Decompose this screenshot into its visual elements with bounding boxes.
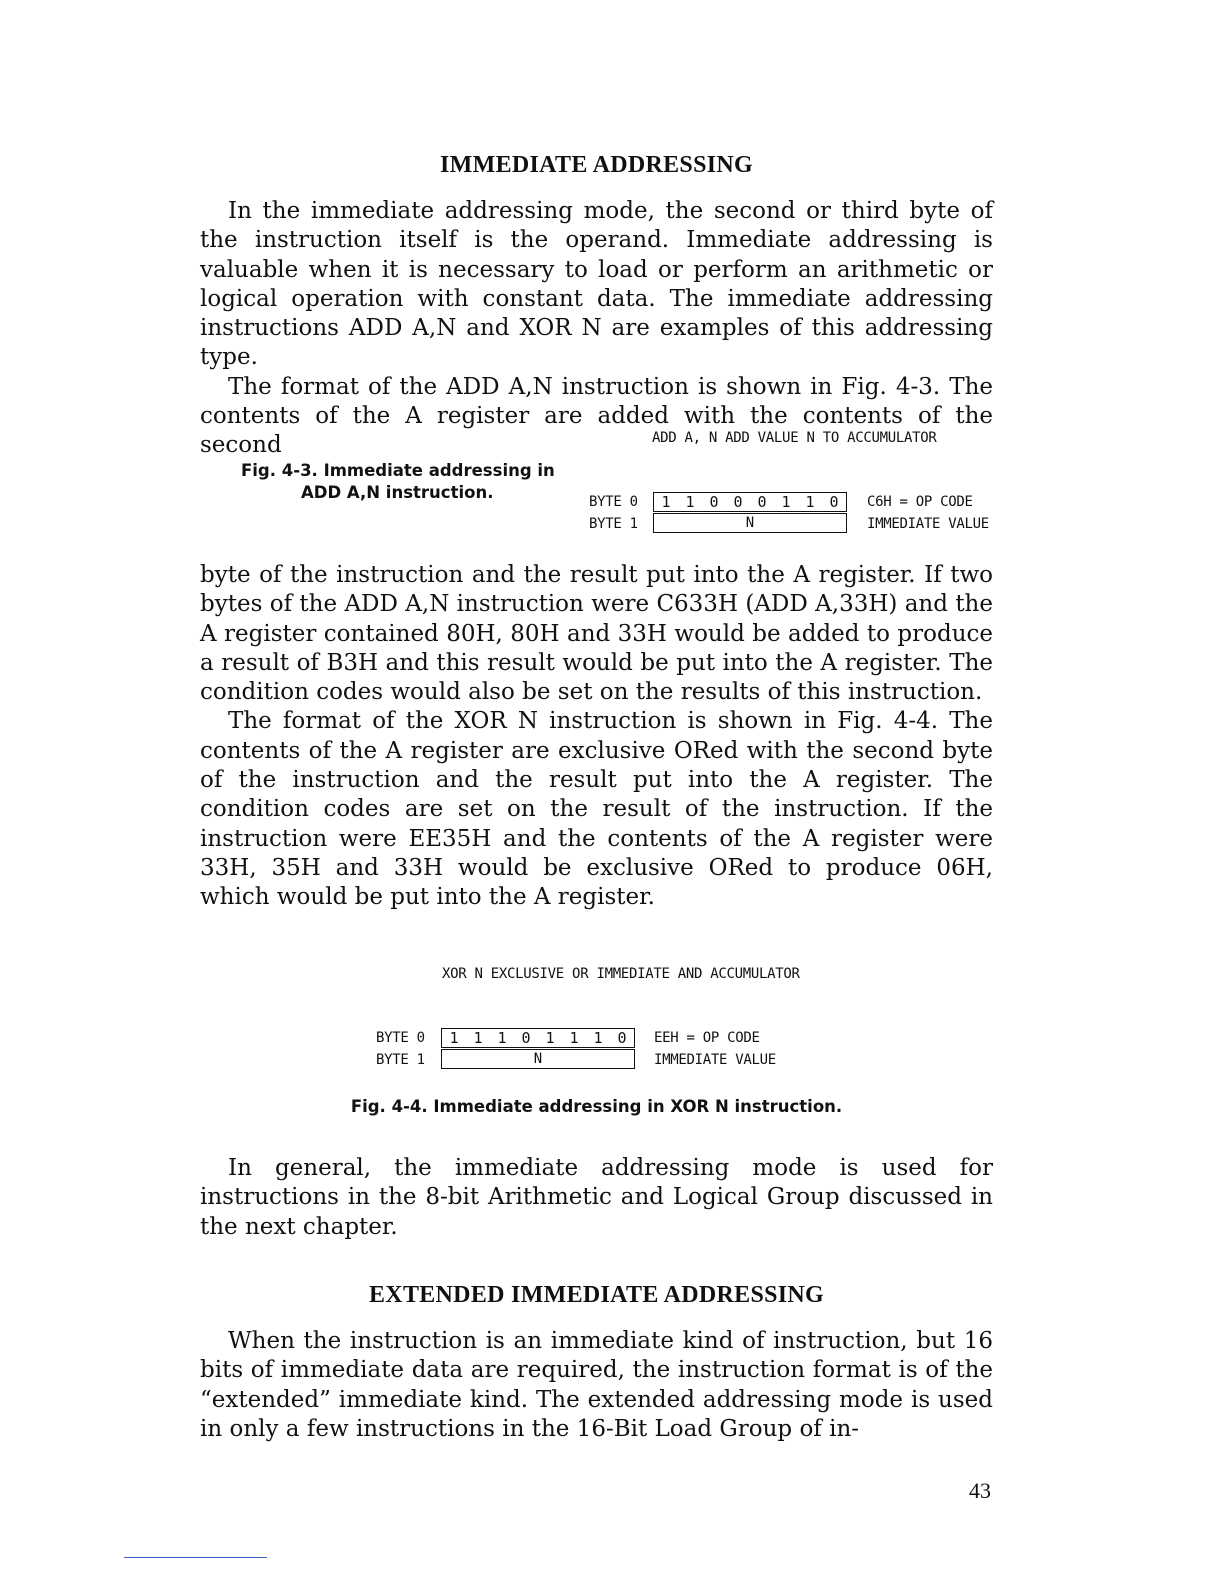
figure-4-4-byte1-label: BYTE 1 bbox=[376, 1052, 425, 1068]
register-bit: 1 bbox=[473, 1029, 483, 1047]
figure-4-4-value-note: IMMEDIATE VALUE bbox=[654, 1052, 776, 1068]
section-heading-immediate-addressing: IMMEDIATE ADDRESSING bbox=[440, 152, 753, 178]
paragraph: In general, the immediate addressing mode is used for instructions in the 8-bit Arithmetic and Logical Group discussed in the next chapter. bbox=[200, 1155, 993, 1240]
figure-4-3-byte0-label: BYTE 0 bbox=[589, 494, 638, 510]
register-bit: 1 bbox=[569, 1029, 579, 1047]
page-number: 43 bbox=[969, 1478, 991, 1503]
register-bit: 0 bbox=[617, 1029, 627, 1047]
figure-4-4-opcode-note: EEH = OP CODE bbox=[654, 1030, 760, 1046]
register-bit: 0 bbox=[757, 493, 767, 511]
figure-4-3-opcode-register bbox=[653, 492, 847, 512]
register-bit: 0 bbox=[733, 493, 743, 511]
figure-4-3-byte1-label: BYTE 1 bbox=[589, 516, 638, 532]
register-bit: 1 bbox=[449, 1029, 459, 1047]
figure-4-4-byte0-label: BYTE 0 bbox=[376, 1030, 425, 1046]
paragraph: In the immediate addressing mode, the second or third byte of the instruction itself is the operand. Immediate addressing is valuable when it is necessary to load or perform an arithmetic or logical operation with constant data. The immediate addressing instructions ADD A,N and XOR N are examples of this addressing type. bbox=[200, 198, 993, 371]
figure-4-3-caption-line2: ADD A,N instruction. bbox=[301, 483, 494, 502]
paragraph: The format of the ADD A,N instruction is shown in Fig. 4-3. The contents of the A register are added with the contents of the second bbox=[200, 373, 993, 459]
paragraph: The format of the XOR N instruction is shown in Fig. 4-4. The contents of the A register are exclusive ORed with the second byte of the instruction and the result put into the A register. The condition codes are set on the result of the instruction. If the instruction were EE35H and the contents of the A register were 33H, 35H and 33H would be exclusive ORed to produce 06H, which would be put into the A register. bbox=[200, 708, 993, 911]
register-bit: 1 bbox=[661, 493, 671, 511]
register-bit: 1 bbox=[805, 493, 815, 511]
figure-4-3-opcode-note: C6H = OP CODE bbox=[867, 494, 973, 510]
body-text-block-2 bbox=[200, 561, 993, 913]
body-text-block-3 bbox=[200, 1154, 993, 1242]
register-bit: 0 bbox=[709, 493, 719, 511]
figure-4-4-title: XOR N EXCLUSIVE OR IMMEDIATE AND ACCUMULATOR bbox=[442, 966, 800, 982]
footer-rule bbox=[124, 1557, 267, 1558]
register-bit: 1 bbox=[593, 1029, 603, 1047]
paragraph: When the instruction is an immediate kind of instruction, but 16 bits of immediate data are required, the instruction format is of the “extended” immediate kind. The extended addressing mode is used in only a few instructions in the 16-Bit Load Group of in- bbox=[200, 1328, 993, 1442]
paragraph: byte of the instruction and the result put into the A register. If two bytes of the ADD A,N instruction were C633H (ADD A,33H) and the A register contained 80H, 80H and 33H would be added to produce a result of B3H and this result would be put into the A register. The condition codes would also be set on the results of this instruction. bbox=[200, 562, 993, 706]
section-heading-extended-immediate-addressing: EXTENDED IMMEDIATE ADDRESSING bbox=[369, 1282, 824, 1308]
register-bit: 1 bbox=[545, 1029, 555, 1047]
figure-4-4-caption: Fig. 4-4. Immediate addressing in XOR N instruction. bbox=[350, 1097, 843, 1116]
figure-4-3-caption bbox=[241, 460, 586, 504]
figure-4-3-title: ADD A, N ADD VALUE N TO ACCUMULATOR bbox=[652, 430, 937, 446]
figure-4-3-value-register: N bbox=[653, 513, 847, 533]
body-text-block-1 bbox=[200, 197, 993, 461]
figure-4-4-value-register: N bbox=[441, 1049, 635, 1069]
figure-4-4-opcode-register bbox=[441, 1028, 635, 1048]
register-bit: 1 bbox=[497, 1029, 507, 1047]
register-bit: 0 bbox=[829, 493, 839, 511]
register-bit: 1 bbox=[781, 493, 791, 511]
figure-4-3-caption-line1: Fig. 4-3. Immediate addressing in bbox=[241, 461, 555, 480]
figure-4-3-value-note: IMMEDIATE VALUE bbox=[867, 516, 989, 532]
body-text-block-4 bbox=[200, 1327, 993, 1444]
register-bit: 0 bbox=[521, 1029, 531, 1047]
register-bit: 1 bbox=[685, 493, 695, 511]
